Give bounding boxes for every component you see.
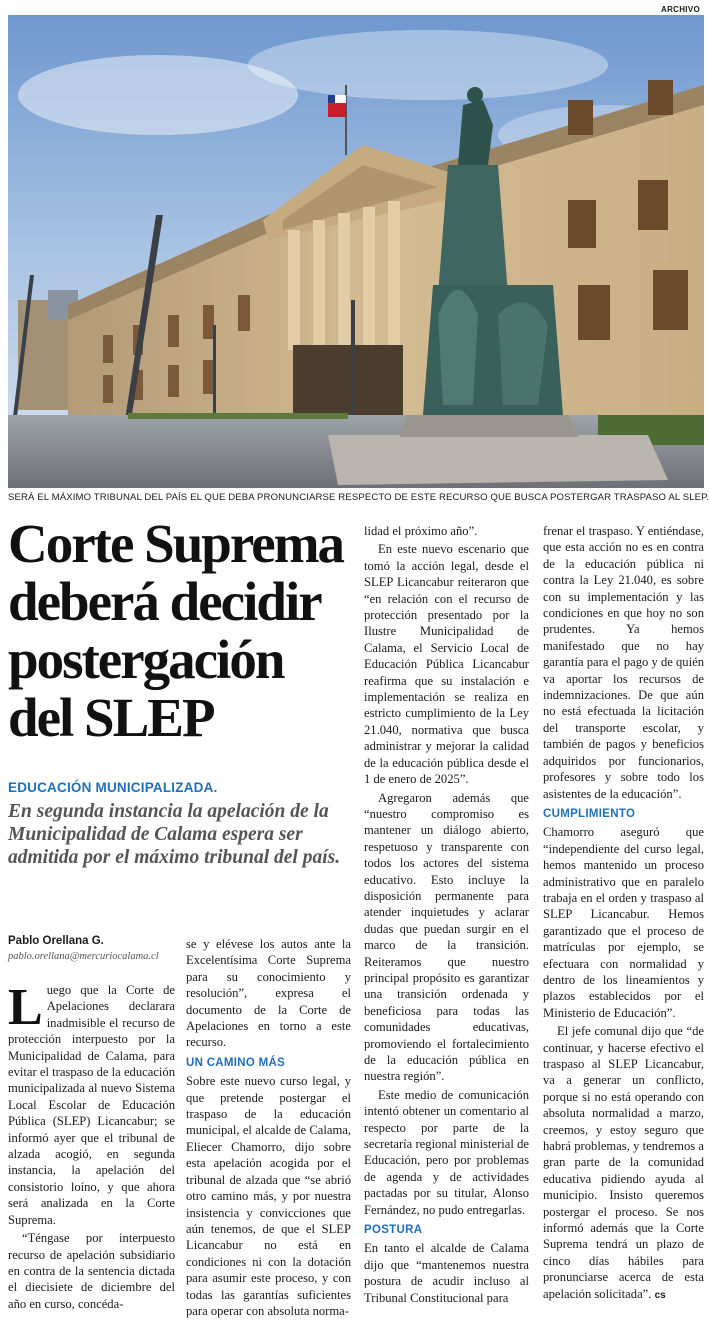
photo-caption: SERÁ EL MÁXIMO TRIBUNAL DEL PAÍS EL QUE DEBA PRONUNCIARSE RESPECTO DE ESTE RECURSO QUE BUSCA POSTERGAR TRASPASO AL SLEP. [8,492,710,503]
end-mark: cs [654,1289,666,1301]
body-paragraph: En tanto el alcalde de Calama dijo que “mantenemos nuestra postura de acudir incluso al Tribunal Constitucional para [364,1241,529,1305]
body-paragraph: Chamorro aseguró que “independiente del curso legal, hemos mantenido un proceso administrativo que en paralelo trabaja en el orden y traspaso al SLEP Licancabur. Hemos garantizado que el proceso de matrículas por ejemplo, se efectuara con normalidad y dentro de los lineamientos y plazos establecidos por el Ministerio de Educación”. [543,825,704,1020]
body-paragraph: lidad el próximo año”. [364,524,478,538]
courthouse-photo [8,15,704,488]
body-paragraph: Agregaron además que “nuestro compromiso es mantener un diálogo abierto, respetuoso y transparente con todos los actores del sistema educativo. Esto incluye la disposición permanente para atender inquietudes y aclarar dudas que puedan surgir en el marco de la transición. Reiteramos que nuestro principal propósito es garantizar una transición ordenada y beneficiosa para todas las comunidades educativas, promoviendo el fortalecimiento de la educación pública en nuestra región”. [364,790,529,1084]
body-paragraph: “Téngase por interpuesto recurso de apelación subsidiario en contra de la sentencia dictada el diecisiete de diciembre del año en curso, concéda- [8,1231,175,1311]
body-paragraph: Luego que la Corte de Apelaciones declarara inadmisible el recurso de protección interpuesto por la Municipalidad de Calama, para evitar el traspaso de la educación municipalizada al nuevo Sistema Local Escolar de Educación Pública (SLEP) Licancabur; se informó ayer que el tribunal de alzada acogió, en segunda instancia, la apelación del consistorio loíno, y que ahora será analizada en la Corte Suprema. [8,979,175,1227]
subhead-postura: POSTURA [364,1224,423,1237]
body-paragraph: Sobre este nuevo curso legal, y que pretende postergar el traspaso de la educación municipal, el alcalde de Calama, Eliecer Chamorro, dijo sobre esta apelación acogida por el tribunal de alzada que “se abrió otro camino más, y por nuestra insistencia y convicciones que aún tenemos, de que el SLEP Licancabur no está en condiciones ni con la dotación para asumir este proceso, y con todas las garantías suficientes para operar con absoluta norma- [186,1074,351,1318]
deck: En segunda instancia la apelación de la Municipalidad de Calama espera ser admitida por el máximo tribunal del país. [8,801,341,868]
photo-credit: ARCHIVO [661,5,700,14]
kicker: EDUCACIÓN MUNICIPALIZADA. [8,780,218,795]
body-column-1 [8,979,175,1314]
body-paragraph: El jefe comunal dijo que “de continuar, y hacerse efectivo el traspaso al SLEP Licancabur, va a generar un conflicto, porque si no está operando con absoluta normalidad a marzo, creemos, y estoy seguro que habrá problemas, y tendremos a gran parte de la comunidad educativa pidiendo ayuda al municipio. Insisto queremos postergar el proceso. Se nos informó además que la Corte Suprema tendrá un plazo de cinco días hábiles para pronunciarse acerca de esta apelación solicitada”. cs [543,1024,704,1301]
body-column-4 [543,523,704,1306]
body-paragraph: frenar el traspaso. Y entiéndase, que esta acción no es en contra de la educación pública ni contra la Ley 21.040, es sobre con su implementación y las condiciones en que hoy no son prudentes. Ya hemos manifestado que no hay garantía para el pago y de quién va aportar los recursos de indemnizaciones. De que aún no está efectuada la licitación del transporte escolar, y también de pagos y beneficios adquiridos por funcionarios, profesores y sobre todo los asistentes de la educación”. [543,524,704,801]
body-column-2 [186,936,351,1321]
headline: Corte Suprema deberá decidir postergación del SLEP [8,513,344,748]
subhead-un-camino-mas: UN CAMINO MÁS [186,1056,286,1069]
drop-cap: L [8,979,43,1036]
subhead-cumplimiento: CUMPLIMIENTO [543,807,636,820]
body-column-3 [364,523,529,1308]
body-paragraph: Este medio de comunicación intentó obtener un comentario al respecto por parte de la secretaría regional ministerial de Educación, pero por problemas de agenda y de actividades pactadas por su titular, Alonso Fernández, no pudo entregarlas. [364,1087,529,1217]
body-paragraph: se y elévese los autos ante la Excelentísima Corte Suprema para su conocimiento y resolución”, expresa el documento de la Corte de Apelaciones en torno a este recurso. [186,937,351,1050]
body-paragraph: En este nuevo escenario que tomó la acción legal, desde el SLEP Licancabur reiteraron que “en relación con el recurso de protección presentado por la Ilustre Municipalidad de Calama, el Servicio Local de Educación Pública Licancabur reafirma que su instalación e implementación se realiza en estricto cumplimiento de la Ley 21.040, normativa que busca administrar y mejorar la calidad de la educación pública desde el 1 de enero de 2025”. [364,542,529,787]
author-byline: Pablo Orellana G. [8,935,104,947]
author-email[interactable]: pablo.orellana@mercuriocalama.cl [8,951,159,962]
